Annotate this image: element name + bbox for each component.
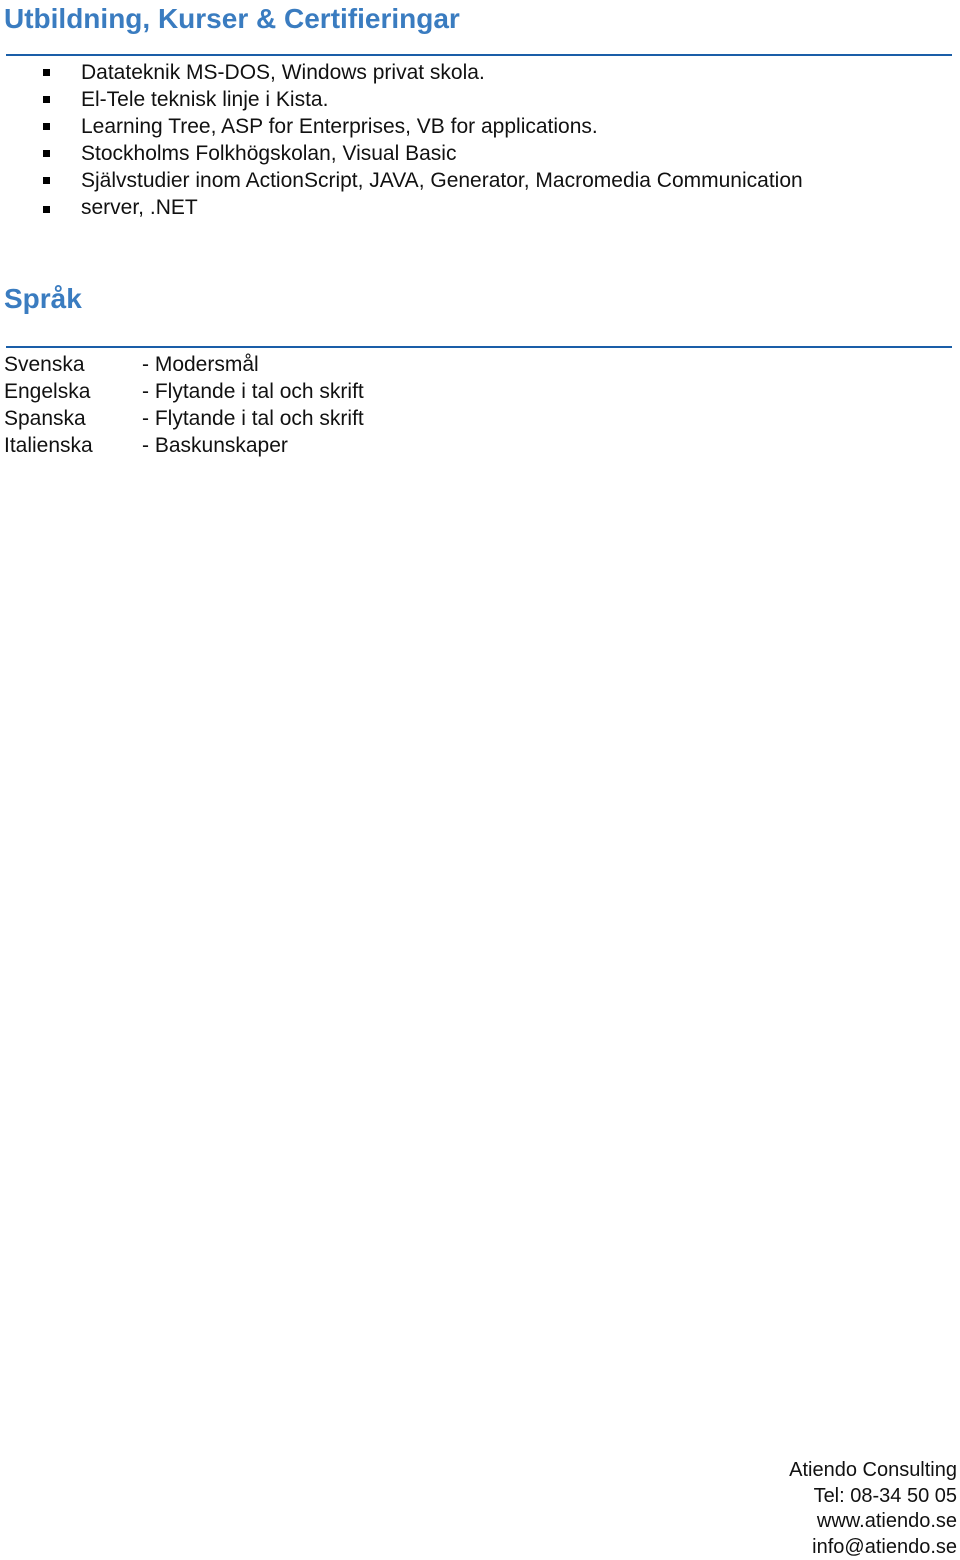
square-bullet-icon — [43, 96, 50, 103]
languages-section-title: Språk — [4, 285, 82, 313]
contact-footer — [789, 1458, 957, 1560]
education-list-item — [0, 113, 960, 140]
education-list — [0, 59, 960, 221]
language-name: Italienska — [4, 432, 142, 459]
square-bullet-icon — [43, 69, 50, 76]
square-bullet-icon — [43, 206, 50, 213]
education-item-text: Självstudier inom ActionScript, JAVA, Generator, Macromedia Communication — [81, 169, 803, 192]
square-bullet-icon — [43, 123, 50, 130]
education-item-text: Stockholms Folkhögskolan, Visual Basic — [81, 142, 456, 165]
education-section-title: Utbildning, Kurser & Certifieringar — [4, 5, 460, 33]
language-level: - Baskunskaper — [142, 432, 364, 459]
company-name: Atiendo Consulting — [789, 1458, 957, 1484]
education-item-text: Learning Tree, ASP for Enterprises, VB for applications. — [81, 115, 598, 138]
phone-number: Tel: 08-34 50 05 — [789, 1484, 957, 1510]
education-item-text: server, .NET — [81, 196, 198, 219]
language-name: Svenska — [4, 351, 142, 378]
languages-divider — [6, 346, 952, 348]
education-list-item — [0, 59, 960, 86]
language-row — [4, 351, 364, 378]
education-list-item — [0, 167, 960, 194]
language-name: Engelska — [4, 378, 142, 405]
square-bullet-icon — [43, 177, 50, 184]
education-divider — [6, 54, 952, 56]
languages-table — [4, 351, 364, 459]
language-level: - Flytande i tal och skrift — [142, 405, 364, 432]
language-row — [4, 405, 364, 432]
language-level: - Flytande i tal och skrift — [142, 378, 364, 405]
website-link[interactable]: www.atiendo.se — [789, 1509, 957, 1535]
education-list-item-continuation — [0, 194, 960, 221]
language-level: - Modersmål — [142, 351, 364, 378]
education-item-text: Datateknik MS-DOS, Windows privat skola. — [81, 61, 485, 84]
language-name: Spanska — [4, 405, 142, 432]
square-bullet-icon — [43, 150, 50, 157]
language-row — [4, 378, 364, 405]
education-list-item — [0, 86, 960, 113]
language-row — [4, 432, 364, 459]
email-link[interactable]: info@atiendo.se — [789, 1535, 957, 1560]
education-item-text: El-Tele teknisk linje i Kista. — [81, 88, 328, 111]
education-list-item — [0, 140, 960, 167]
